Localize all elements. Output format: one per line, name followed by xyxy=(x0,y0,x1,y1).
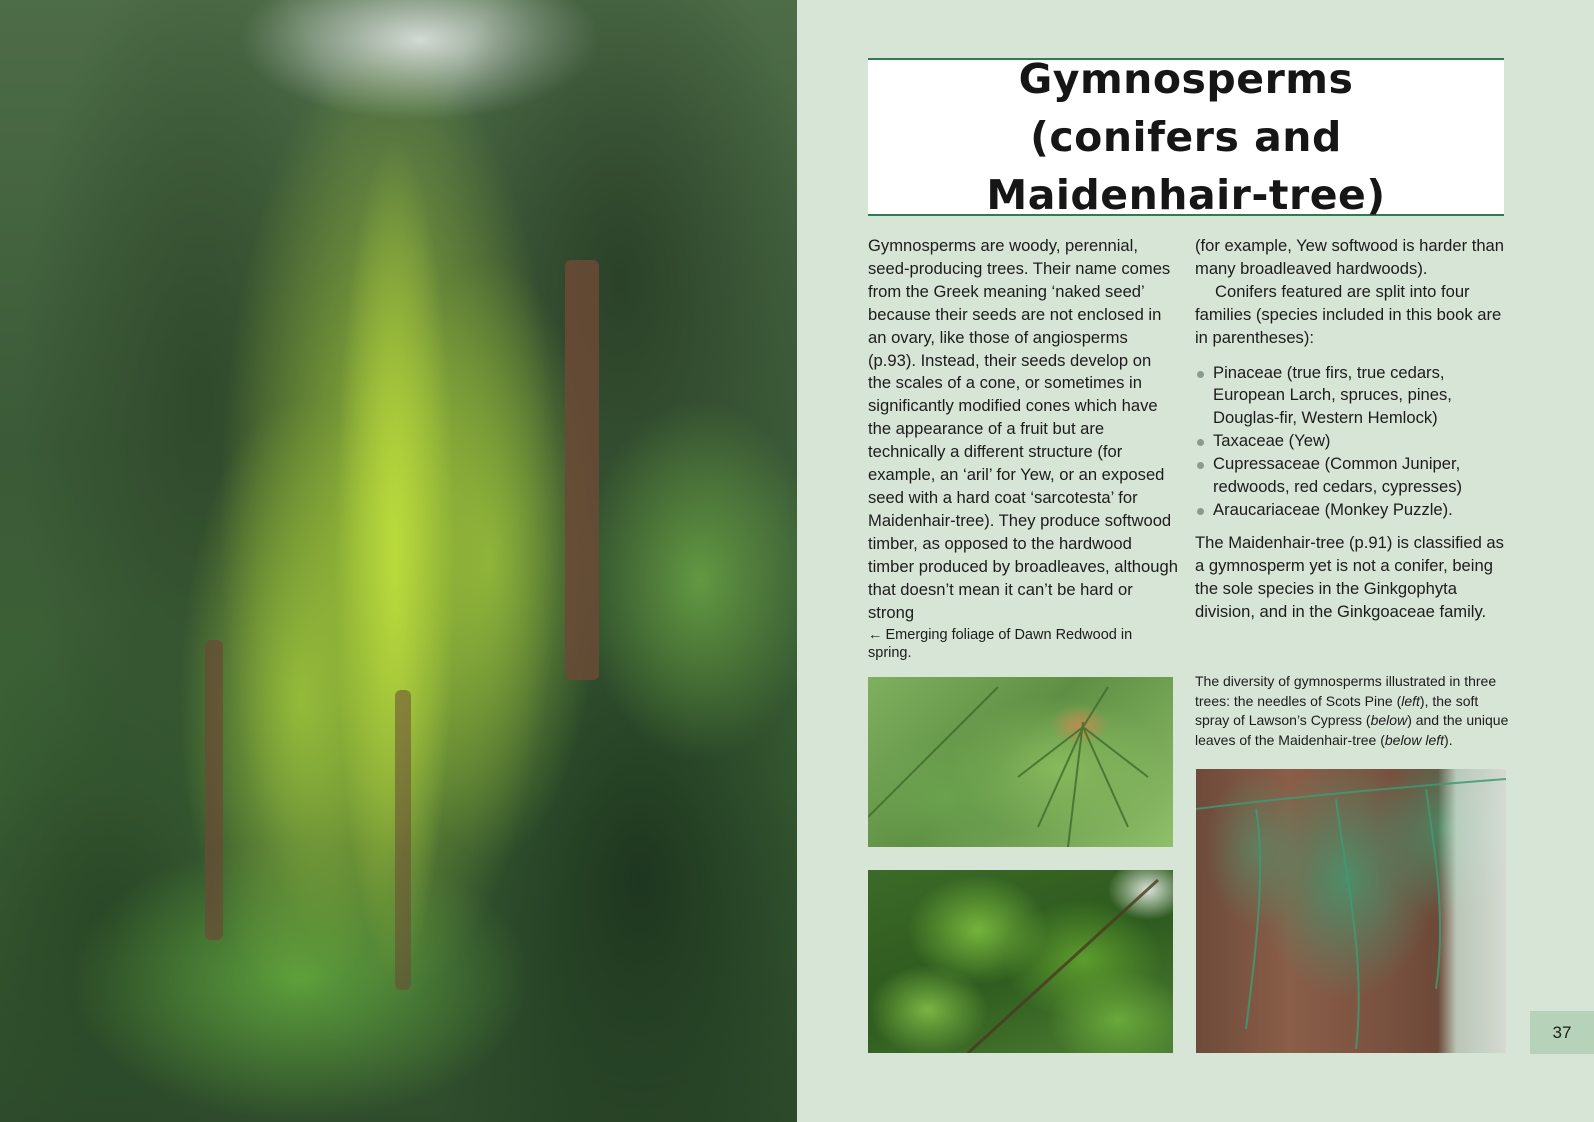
page-number: 37 xyxy=(1530,1011,1594,1054)
photo-caption-right xyxy=(1195,672,1510,750)
caption-text: ). xyxy=(1444,731,1453,748)
page-title: Gymnosperms (conifers and Maidenhair-tree) xyxy=(986,55,1386,219)
list-item: Araucariaceae (Monkey Puzzle). xyxy=(1195,499,1510,522)
list-item: Taxaceae (Yew) xyxy=(1195,430,1510,453)
body-column-right xyxy=(1195,235,1510,624)
pine-needles-illustration xyxy=(868,677,1173,847)
families-intro-paragraph: Conifers featured are split into four families (species included in this book are in parentheses): xyxy=(1195,281,1502,347)
maidenhair-paragraph: The Maidenhair-tree (p.91) is classified as a gymnosperm yet is not a conifer, being the sole species in the Ginkgophyta division, and in the Ginkgoaceae family. xyxy=(1195,532,1504,621)
title-panel xyxy=(868,55,1504,219)
maidenhair-tree-leaves-photo xyxy=(868,870,1173,1053)
conifer-families-list xyxy=(1195,362,1510,522)
intro-paragraph: Gymnosperms are woody, perennial, seed-producing trees. Their name comes from the Greek meaning ‘naked seed’ because their seeds are not enclosed in an ovary, like those of angiosperms (p.93). Instead, their seeds develop on the scales of a cone, or sometimes in significantly modified cones which have the appearance of a fruit but are technically a different structure (for example, an ‘aril’ for Yew, or an exposed seed with a hard coat ‘sarcotesta’ for Maidenhair-tree). They produce softwood timber, as opposed to the hardwood timber produced by broadleaves, although that doesn’t mean it can’t be hard or strong xyxy=(868,236,1178,622)
body-column-left xyxy=(868,235,1178,624)
caption-emphasis: left xyxy=(1401,692,1420,709)
caption-text: ) and the unique leaves of the Maidenhair-tree ( xyxy=(1195,712,1509,748)
caption-emphasis: below left xyxy=(1384,731,1445,748)
left-arrow-icon: ← xyxy=(868,627,883,643)
lawsons-cypress-photo xyxy=(1196,769,1506,1053)
photo-caption-left xyxy=(868,626,1178,662)
ginkgo-branch-illustration xyxy=(868,870,1173,1053)
cypress-spray-illustration xyxy=(1196,769,1506,1053)
continuation-paragraph: (for example, Yew softwood is harder than many broadleaved hardwoods). xyxy=(1195,236,1505,278)
caption-text: Emerging foliage of Dawn Redwood in spring. xyxy=(868,627,1133,661)
tree-trunk xyxy=(395,690,411,990)
caption-emphasis: below xyxy=(1370,712,1408,728)
caption-text: ), the soft spray of Lawson’s Cypress ( xyxy=(1195,692,1479,728)
list-item: Pinaceae (true firs, true cedars, European Larch, spruces, pines, Douglas-fir, Western Hemlock) xyxy=(1195,362,1510,431)
list-item: Cupressaceae (Common Juniper, redwoods, red cedars, cypresses) xyxy=(1195,453,1510,499)
caption-text: The diversity of gymnosperms illustrated in three trees: the needles of Scots Pine ( xyxy=(1195,673,1497,709)
scots-pine-needles-photo xyxy=(868,677,1173,847)
tree-trunk xyxy=(565,260,599,680)
tree-trunk xyxy=(205,640,223,940)
